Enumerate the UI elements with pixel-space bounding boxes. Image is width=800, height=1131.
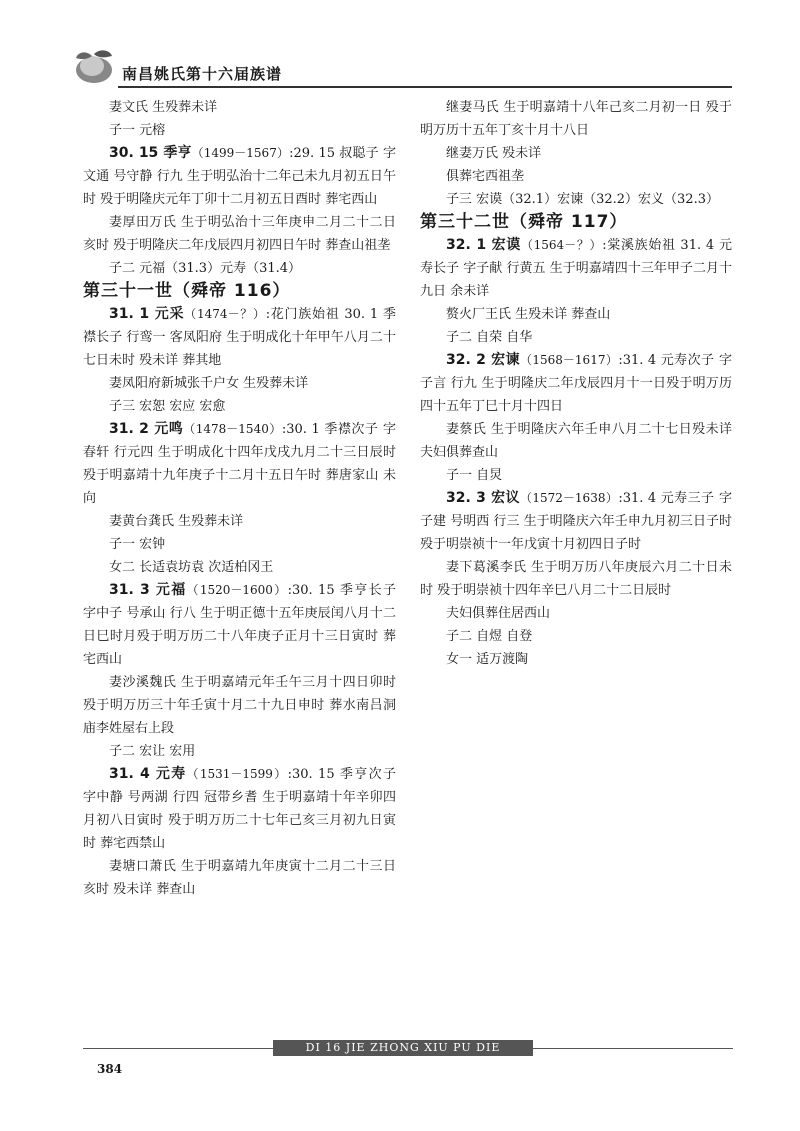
genealogy-entry xyxy=(420,349,732,418)
genealogy-entry xyxy=(83,303,396,372)
page-number: 384 xyxy=(97,1062,123,1076)
text-line: 夫妇俱葬住居西山 xyxy=(446,606,551,621)
entry-text: :29. 15 叔聪子 字文通 号守静 行九 生于明弘治十二年己未九月初五日午时 殁于明隆庆元年丁卯十二月初五日酉时 葬宅西山 xyxy=(83,146,396,207)
text-line: 俱葬宅西祖垄 xyxy=(446,169,525,184)
text-line: 子一 元榕 xyxy=(109,123,166,138)
text-line: 子三 宏恕 宏应 宏愈 xyxy=(109,399,226,414)
entry-text: :30. 15 季亨长子 字中子 号承山 行八 生于明正德十五年庚辰闰八月十二日巳时月殁于明万历二十八年庚子正月十三日寅时 葬宅西山 xyxy=(83,583,396,667)
page-header xyxy=(72,46,732,92)
genealogy-entry xyxy=(420,234,732,303)
generation-heading: 第三十一世（舜帝 116） xyxy=(83,281,291,301)
text-line: 妻蔡氏 生于明隆庆六年壬申八月二十七日殁未详 夫妇俱葬查山 xyxy=(420,422,732,460)
entry-dates: （1531－1599） xyxy=(186,767,288,781)
text-line: 继妻马氏 生于明嘉靖十八年己亥二月初一日 殁于明万历十五年丁亥十月十八日 xyxy=(420,100,732,138)
text-line: 子一 宏钟 xyxy=(109,537,166,552)
footer-banner: DI 16 JIE ZHONG XIU PU DIE xyxy=(273,1040,533,1056)
text-line: 妻下葛溪李氏 生于明万历八年庚辰六月二十日未时 殁于明崇祯十四年辛巳八月二十二日辰时 xyxy=(420,560,732,598)
entry-name: 32. 3 宏议 xyxy=(446,490,520,506)
entry-dates: （1499－1567） xyxy=(191,146,290,160)
entry-dates: （1474－？） xyxy=(184,307,266,321)
genealogy-entry xyxy=(83,418,396,510)
text-line: 子二 元福（31.3）元寿（31.4） xyxy=(109,261,302,276)
text-line: 赘火厂王氏 生殁未详 葬查山 xyxy=(446,307,611,322)
entry-name: 31. 1 元采 xyxy=(109,306,185,322)
text-line: 妻文氏 生殁葬未详 xyxy=(109,100,218,115)
text-line: 妻黄台龚氏 生殁葬未详 xyxy=(109,514,244,529)
entry-dates: （1520－1600） xyxy=(186,583,288,597)
genealogy-title: 南昌姚氏第十六届族谱 xyxy=(122,65,283,83)
entry-dates: （1572－1638） xyxy=(519,491,619,505)
genealogy-entry xyxy=(83,142,396,211)
peach-logo-icon xyxy=(72,46,116,86)
page-footer xyxy=(83,1040,733,1080)
entry-name: 32. 2 宏谏 xyxy=(446,352,520,368)
text-line: 子二 自煜 自登 xyxy=(446,629,533,644)
entry-text: :31. 4 元寿次子 字子言 行九 生于明隆庆二年戊辰四月十一日殁于明万历四十五年丁巳十月十四日 xyxy=(420,353,732,414)
text-line: 妻凤阳府新城张千户女 生殁葬未详 xyxy=(109,376,309,391)
left-column xyxy=(83,96,396,901)
entry-name: 31. 3 元福 xyxy=(109,582,187,598)
text-line: 子二 自荣 自华 xyxy=(446,330,533,345)
genealogy-entry xyxy=(420,487,732,556)
entry-name: 32. 1 宏谟 xyxy=(446,237,521,253)
entry-text: :花门族始祖 30. 1 季襟长子 行鸾一 客凤阳府 生于明成化十年甲午八月二十七日未时 殁未详 葬其地 xyxy=(83,307,396,368)
right-column xyxy=(420,96,732,671)
entry-dates: （1564－？） xyxy=(520,238,603,252)
entry-text: :30. 1 季襟次子 字春轩 行元四 生于明成化十四年戊戌九月二十三日辰时 殁于明嘉靖十九年庚子十二月十五日午时 葬唐家山 未向 xyxy=(83,422,396,506)
text-line: 子三 宏谟（32.1）宏谏（32.2）宏义（32.3） xyxy=(446,192,719,207)
entry-text: :30. 15 季亨次子 字中静 号两湖 行四 冠带乡耆 生于明嘉靖十年辛卯四月初八日寅时 殁于明万历二十七年己亥三月初九日寅时 葬宅西禁山 xyxy=(83,767,396,851)
generation-heading: 第三十二世（舜帝 117） xyxy=(420,212,628,232)
entry-dates: （1478－1540） xyxy=(183,422,282,436)
entry-name: 31. 2 元鸣 xyxy=(109,421,184,437)
text-line: 继妻万氏 殁未详 xyxy=(446,146,542,161)
entry-name: 31. 4 元寿 xyxy=(109,766,187,782)
text-line: 妻厚田万氏 生于明弘治十三年庚申二月二十二日亥时 殁于明隆庆二年戊辰四月初四日午时 葬查山祖垄 xyxy=(83,215,396,253)
text-line: 妻沙溪魏氏 生于明嘉靖元年壬午三月十四日卯时 殁于明万历三十年壬寅十月二十九日申时 葬水南吕洞庙李姓屋右上段 xyxy=(83,675,396,736)
text-line: 子一 自炅 xyxy=(446,468,503,483)
genealogy-entry xyxy=(83,763,396,855)
text-line: 女一 适万渡陶 xyxy=(446,652,529,667)
genealogy-entry xyxy=(83,579,396,671)
entry-name: 30. 15 季亨 xyxy=(109,145,192,161)
text-line: 子二 宏让 宏用 xyxy=(109,744,196,759)
header-divider xyxy=(118,86,732,88)
text-line: 妻塘口萧氏 生于明嘉靖九年庚寅十二月二十三日亥时 殁未详 葬查山 xyxy=(83,859,396,897)
text-line: 女二 长适袁坊袁 次适柏冈王 xyxy=(109,560,274,575)
entry-dates: （1568－1617） xyxy=(519,353,619,367)
entry-text: :31. 4 元寿三子 字子建 号明西 行三 生于明隆庆六年壬申九月初三日子时 殁于明崇祯十一年戊寅十月初四日子时 xyxy=(420,491,732,552)
entry-text: :棠溪族始祖 31. 4 元寿长子 字子献 行黄五 生于明嘉靖四十三年甲子二月十九日 余未详 xyxy=(420,238,732,299)
